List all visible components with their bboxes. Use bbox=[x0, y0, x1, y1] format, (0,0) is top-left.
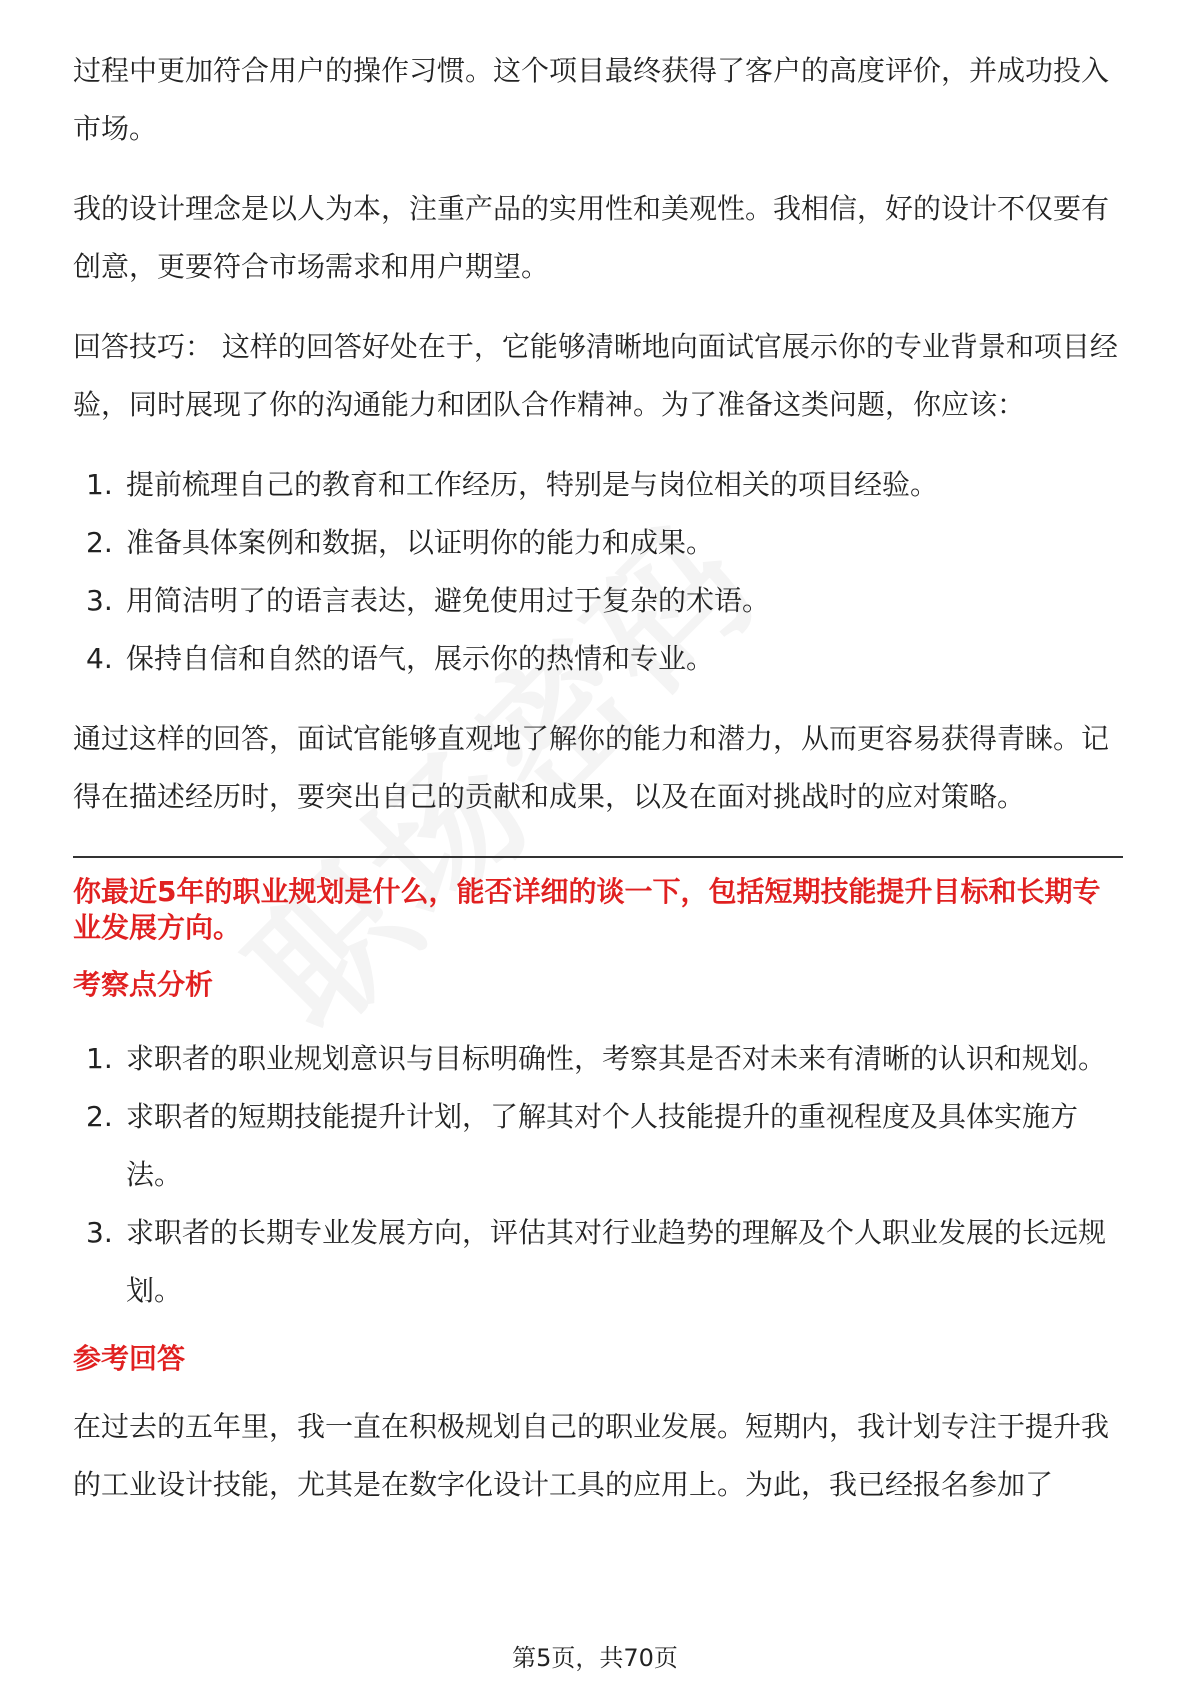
document-page bbox=[73, 42, 1123, 1514]
list-item bbox=[73, 514, 1123, 572]
list-item bbox=[73, 1204, 1123, 1320]
question-title: 你最近5年的职业规划是什么，能否详细的谈一下，包括短期技能提升目标和长期专业发展方向。 bbox=[73, 875, 1101, 944]
list-number: 1. bbox=[86, 468, 113, 501]
paragraph-design-philosophy: 我的设计理念是以人为本，注重产品的实用性和美观性。我相信，好的设计不仅要有创意，更要符合市场需求和用户期望。 bbox=[73, 192, 1110, 283]
tips-list bbox=[73, 456, 1123, 688]
list-item bbox=[73, 572, 1123, 630]
page-footer: 第5页，共70页 bbox=[512, 1644, 678, 1672]
list-text: 提前梳理自己的教育和工作经历，特别是与岗位相关的项目经验。 bbox=[126, 468, 939, 501]
section-divider bbox=[73, 856, 1123, 858]
list-number: 3. bbox=[86, 1216, 113, 1249]
list-number: 2. bbox=[86, 526, 113, 559]
analysis-heading: 考察点分析 bbox=[73, 968, 214, 1001]
list-text: 用简洁明了的语言表达，避免使用过于复杂的术语。 bbox=[126, 584, 771, 617]
list-item bbox=[73, 630, 1123, 688]
list-text: 保持自信和自然的语气，展示你的热情和专业。 bbox=[126, 642, 715, 675]
list-text: 求职者的长期专业发展方向，评估其对行业趋势的理解及个人职业发展的长远规划。 bbox=[126, 1216, 1107, 1307]
list-text: 求职者的短期技能提升计划，了解其对个人技能提升的重视程度及具体实施方法。 bbox=[126, 1100, 1079, 1191]
list-text: 求职者的职业规划意识与目标明确性，考察其是否对未来有清晰的认识和规划。 bbox=[126, 1042, 1107, 1075]
list-item bbox=[73, 1030, 1123, 1088]
analysis-list bbox=[73, 1030, 1123, 1320]
list-number: 1. bbox=[86, 1042, 113, 1075]
answer-paragraph: 在过去的五年里，我一直在积极规划自己的职业发展。短期内，我计划专注于提升我的工业设计技能，尤其是在数字化设计工具的应用上。为此，我已经报名参加了 bbox=[73, 1410, 1110, 1501]
list-number: 2. bbox=[86, 1100, 113, 1133]
list-text: 准备具体案例和数据，以证明你的能力和成果。 bbox=[126, 526, 715, 559]
list-item bbox=[73, 1088, 1123, 1204]
paragraph-answer-tips: 回答技巧： 这样的回答好处在于，它能够清晰地向面试官展示你的专业背景和项目经验，同时展现了你的沟通能力和团队合作精神。为了准备这类问题，你应该： bbox=[73, 330, 1118, 421]
paragraph-project-result: 过程中更加符合用户的操作习惯。这个项目最终获得了客户的高度评价，并成功投入市场。 bbox=[73, 54, 1110, 145]
answer-heading: 参考回答 bbox=[73, 1342, 186, 1375]
list-number: 4. bbox=[86, 642, 113, 675]
paragraph-summary: 通过这样的回答，面试官能够直观地了解你的能力和潜力，从而更容易获得青睐。记得在描述经历时，要突出自己的贡献和成果，以及在面对挑战时的应对策略。 bbox=[73, 722, 1110, 813]
list-item bbox=[73, 456, 1123, 514]
list-number: 3. bbox=[86, 584, 113, 617]
